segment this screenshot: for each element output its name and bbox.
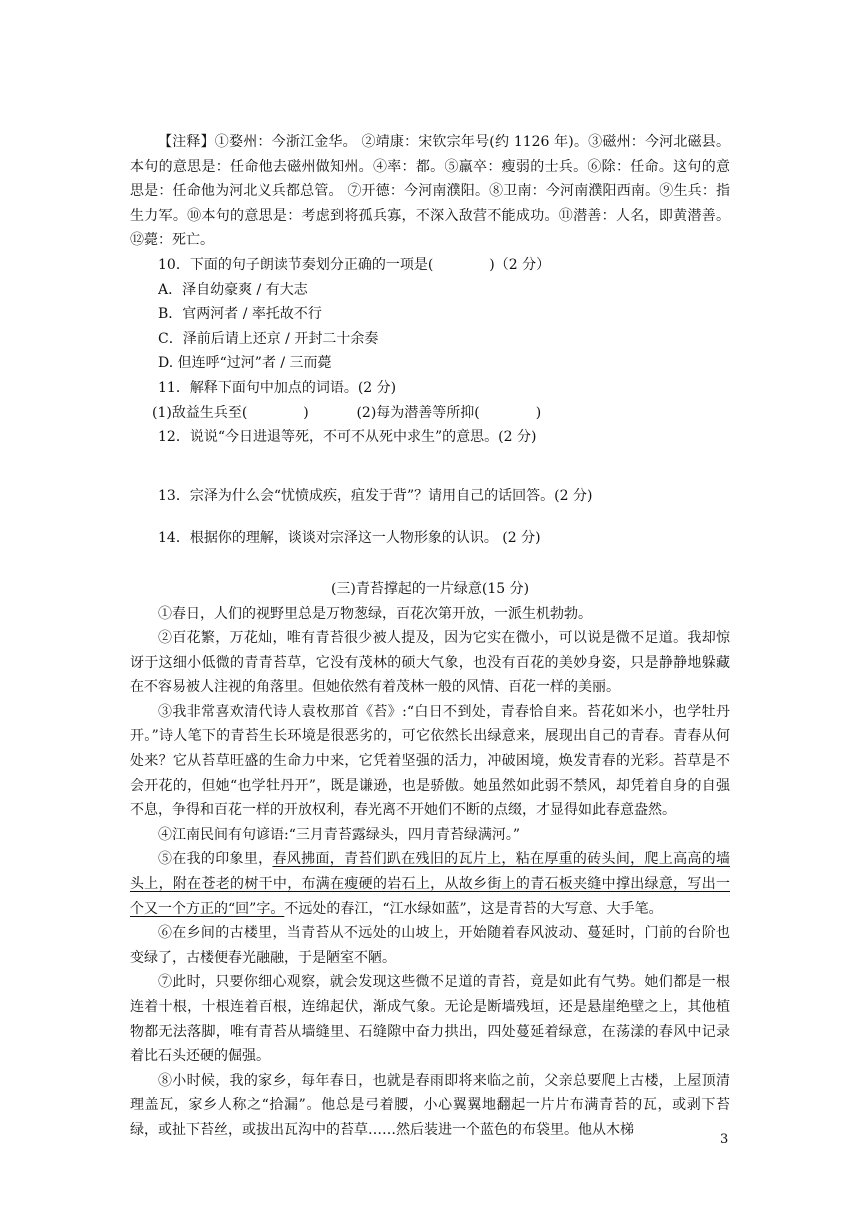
passage-paragraph-4: ④江南民间有句谚语:“三月青苔露绿头，四月青苔绿满河。”	[158, 826, 521, 843]
passage-paragraph-5	[130, 847, 730, 921]
passage-paragraph-3: ③我非常喜欢清代诗人袁枚那首《苔》:“白日不到处，青春恰自来。苔花如米小，也学牡丹开。”诗人笔下的青苔生长环境是很恶劣的，可它依然长出绿意来，展现出自己的青春。青春从何处来？它从苔草旺盛的生命力中来，它凭着坚强的活力，冲破困境，焕发青春的光彩。苔草是不会开花的，但她“也学牡丹开”，既是谦逊，也是骄傲。她虽然如此弱不禁风，却凭着自身的自强不息，争得和百花一样的开放权利，春光离不开她们不断的点缀，才显得如此春意盎然。	[130, 703, 730, 819]
answer-space-14	[130, 551, 730, 569]
question-11-sub-1: (1)敌益生兵至( )	[152, 404, 309, 421]
question-10-option-c: C．泽前后请上还京 / 开封二十余奏	[158, 330, 379, 347]
section-title: (三)青苔撑起的一片绿意(15 分)	[330, 580, 530, 597]
question-10-stem: 10．下面的句子朗读节奏划分正确的一项是( )（2 分）	[158, 256, 551, 273]
answer-space-12	[130, 450, 730, 484]
page-content	[130, 130, 730, 1143]
passage-paragraph-8: ⑧小时候，我的家乡，每年春日，也就是春雨即将来临之前，父亲总要爬上古楼，上屋顶清理盖瓦，家乡人称之“拾漏”。他总是弓着腰，小心翼翼地翻起一片片布满青苔的瓦，或剥下苔绿，或扯下苔丝，或拔出瓦沟中的苔草……然后装进一个蓝色的布袋里。他从木梯	[130, 1072, 730, 1138]
passage-paragraph-7: ⑦此时，只要你细心观察，就会发现这些微不足道的青苔，竟是如此有气势。她们都是一根连着十根，十根连着百根，连绵起伏，渐成气象。无论是断墙残垣，还是悬崖绝壁之上，其他植物都无法落脚，唯有青苔从墙缝里、石缝隙中奋力拱出，四处蔓延着绿意，在荡漾的春风中记录着比石头还硬的倔强。	[130, 974, 730, 1065]
question-11-stem: 11．解释下面句中加点的词语。(2 分)	[158, 379, 397, 396]
passage-paragraph-2: ②百花繁，万花灿，唯有青苔很少被人提及，因为它实在微小，可以说是微不足道。我却惊讶于这细小低微的青青苔草，它没有茂林的硕大气象，也没有百花的美妙身姿，只是静静地躲藏在不容易被人注视的角落里。但她依然有着茂林一般的风情、百花一样的美丽。	[130, 630, 730, 696]
question-10-option-d: D. 但连呼“过河”者 / 三而薨	[158, 355, 332, 372]
passage-paragraph-1: ①春日，人们的视野里总是万物葱绿，百花次第开放，一派生机勃勃。	[158, 605, 592, 622]
question-11-sub-2: (2)每为潜善等所抑( )	[356, 404, 542, 421]
answer-space-13	[130, 508, 730, 526]
question-10-option-a: A．泽自幼豪爽 / 有大志	[158, 281, 308, 298]
question-11-subitems	[130, 401, 730, 426]
paragraph-5-ending: 不远处的春江，“江水绿如蓝”，这是青苔的大写意、大手笔。	[284, 900, 663, 917]
question-12: 12．说说“今日进退等死，不可不从死中求生”的意思。(2 分)	[158, 429, 537, 446]
page-number: 3	[720, 1132, 729, 1147]
annotation-notes: 【注释】①婺州：今浙江金华。 ②靖康：宋钦宗年号(约 1126 年)。③磁州：今河北磁县。本句的意思是：任命他去磁州做知州。④率：都。⑤羸卒：瘦弱的士兵。⑥除：任命。这句的意思是：任命他为河北义兵都总管。 ⑦开德：今河南濮阳。⑧卫南：今河南濮阳西南。⑨生兵：指生力军。⑩本句的意思是：考虑到将孤兵寡，不深入敌营不能成功。⑪潜善：人名，即黄潜善。⑫薨：死亡。	[130, 134, 730, 249]
paragraph-5-underlined-sentence: 春风拂面，青苔们趴在残旧的瓦片上，粘在厚重的砖头间，爬上高高的墙头上，附在苍老的树干中，布满在瘦硬的岩石上，从故乡街上的青石板夹缝中撑出绿意，写出一个又一个方正的“回”字。	[130, 851, 731, 917]
question-14: 14．根据你的理解，谈谈对宗泽这一人物形象的认识。 (2 分)	[158, 530, 541, 547]
passage-paragraph-6: ⑥在乡间的古楼里，当青苔从不远处的山坡上，开始随着春风波动、蔓延时，门前的台阶也变绿了，古楼便春光融融，于是陋室不陋。	[130, 925, 730, 966]
question-13: 13．宗泽为什么会“忧愤成疾，疽发于背”？请用自己的话回答。(2 分)	[158, 487, 593, 504]
paragraph-5-intro: ⑤在我的印象里，	[158, 851, 273, 868]
question-10-option-b: B．官两河者 / 率托故不行	[158, 306, 322, 323]
